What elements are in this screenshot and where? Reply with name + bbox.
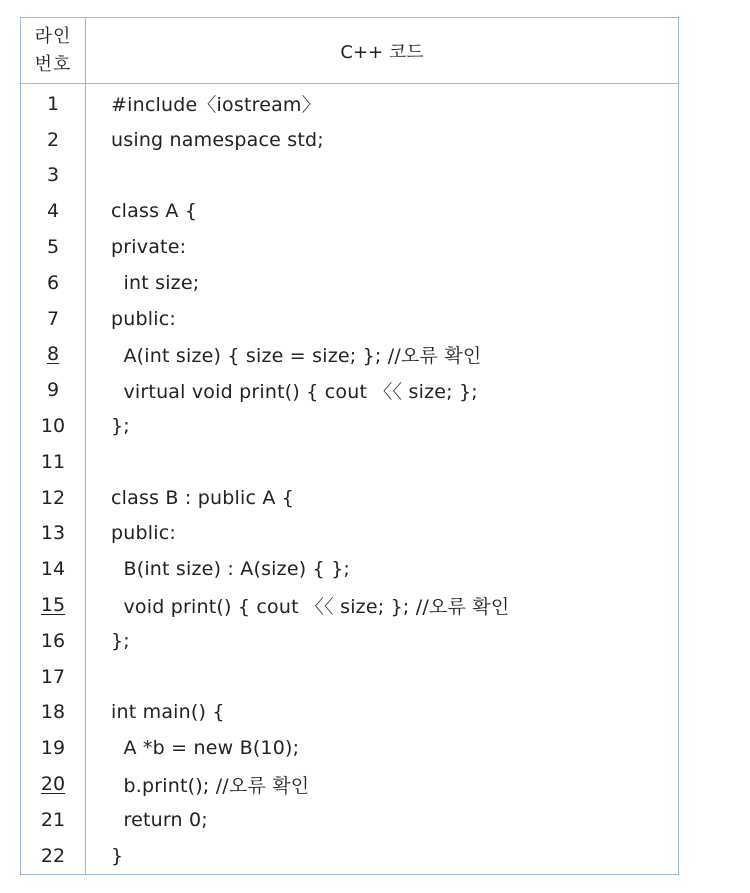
line-number-header-label-2: 번호 (34, 53, 72, 75)
line-number (21, 802, 85, 838)
line-number (21, 659, 85, 695)
line-number (21, 229, 85, 265)
line-number-text: 12 (40, 486, 66, 509)
code-text: public: (111, 307, 176, 330)
line-number-text: 13 (40, 522, 66, 545)
line-number (21, 301, 85, 337)
line-number-text: 3 (46, 164, 60, 187)
code-line (21, 158, 678, 194)
code-text (111, 659, 674, 695)
code-table (20, 17, 679, 875)
code-line (21, 802, 678, 838)
line-number-text: 5 (46, 236, 60, 259)
line-number-header-label-1: 라인 (34, 25, 72, 47)
code-line (21, 86, 678, 122)
line-number (21, 444, 85, 480)
line-number (21, 623, 85, 659)
line-number-text: 18 (40, 701, 66, 724)
line-number (21, 766, 85, 802)
line-number-text: 20 (40, 773, 66, 796)
code-line (21, 587, 678, 623)
line-number-text: 9 (46, 379, 60, 402)
code-text: private: (111, 236, 187, 259)
line-number-text: 4 (46, 200, 60, 223)
line-number-text: 15 (40, 594, 66, 617)
code-text (111, 444, 674, 480)
code-line (21, 659, 678, 695)
code-text: A(int size) { size = size; }; //오류 확인 (111, 344, 482, 367)
code-text: int size; (111, 271, 200, 294)
line-number-text: 2 (46, 128, 60, 151)
code-text: B(int size) : A(size) { }; (111, 558, 350, 581)
line-number (21, 122, 85, 158)
line-number-text: 1 (46, 92, 60, 115)
line-number-text: 6 (46, 271, 60, 294)
code-text: } (111, 844, 124, 867)
line-number (21, 551, 85, 587)
code-line (21, 408, 678, 444)
code-rows (21, 86, 678, 874)
line-number-text: 21 (40, 808, 66, 831)
line-number (21, 193, 85, 229)
line-number (21, 838, 85, 874)
code-line (21, 623, 678, 659)
code-text: }; (111, 415, 130, 438)
line-number (21, 408, 85, 444)
code-text (111, 158, 674, 194)
line-number (21, 86, 85, 122)
code-text: public: (111, 522, 176, 545)
line-number (21, 265, 85, 301)
line-number-text: 22 (40, 844, 66, 867)
code-text: virtual void print() { cout 〈〈 size; }; (111, 380, 478, 403)
code-line (21, 551, 678, 587)
line-number-text: 11 (40, 450, 66, 473)
code-line (21, 444, 678, 480)
code-text: void print() { cout 〈〈 size; }; //오류 확인 (111, 595, 510, 618)
line-number (21, 587, 85, 623)
code-line (21, 516, 678, 552)
code-line (21, 730, 678, 766)
code-line (21, 122, 678, 158)
code-text: class A { (111, 200, 198, 223)
code-header (86, 18, 678, 83)
code-text: using namespace std; (111, 128, 324, 151)
code-line (21, 695, 678, 731)
header-divider (21, 83, 678, 84)
line-number-header (21, 18, 85, 83)
line-number-text: 10 (40, 415, 66, 438)
line-number (21, 372, 85, 408)
line-number (21, 516, 85, 552)
line-number (21, 480, 85, 516)
line-number-text: 7 (46, 307, 60, 330)
code-text: #include〈iostream〉 (111, 94, 321, 117)
line-number (21, 158, 85, 194)
code-line (21, 337, 678, 373)
code-text: int main() { (111, 701, 225, 724)
code-text: return 0; (111, 808, 208, 831)
code-line (21, 229, 678, 265)
code-text: A *b = new B(10); (111, 737, 300, 760)
code-line (21, 372, 678, 408)
line-number-text: 8 (46, 343, 60, 366)
line-number (21, 695, 85, 731)
code-text: b.print(); //오류 확인 (111, 774, 310, 797)
code-line (21, 480, 678, 516)
code-line (21, 193, 678, 229)
line-number-text: 17 (40, 665, 66, 688)
code-line (21, 838, 678, 874)
line-number-text: 19 (40, 737, 66, 760)
line-number-text: 16 (40, 629, 66, 652)
code-header-label: C++ 코드 (340, 41, 424, 63)
line-number-text: 14 (40, 558, 66, 581)
code-text: }; (111, 629, 130, 652)
code-line (21, 301, 678, 337)
line-number (21, 730, 85, 766)
code-text: class B : public A { (111, 486, 295, 509)
line-number (21, 337, 85, 373)
code-line (21, 265, 678, 301)
code-line (21, 766, 678, 802)
